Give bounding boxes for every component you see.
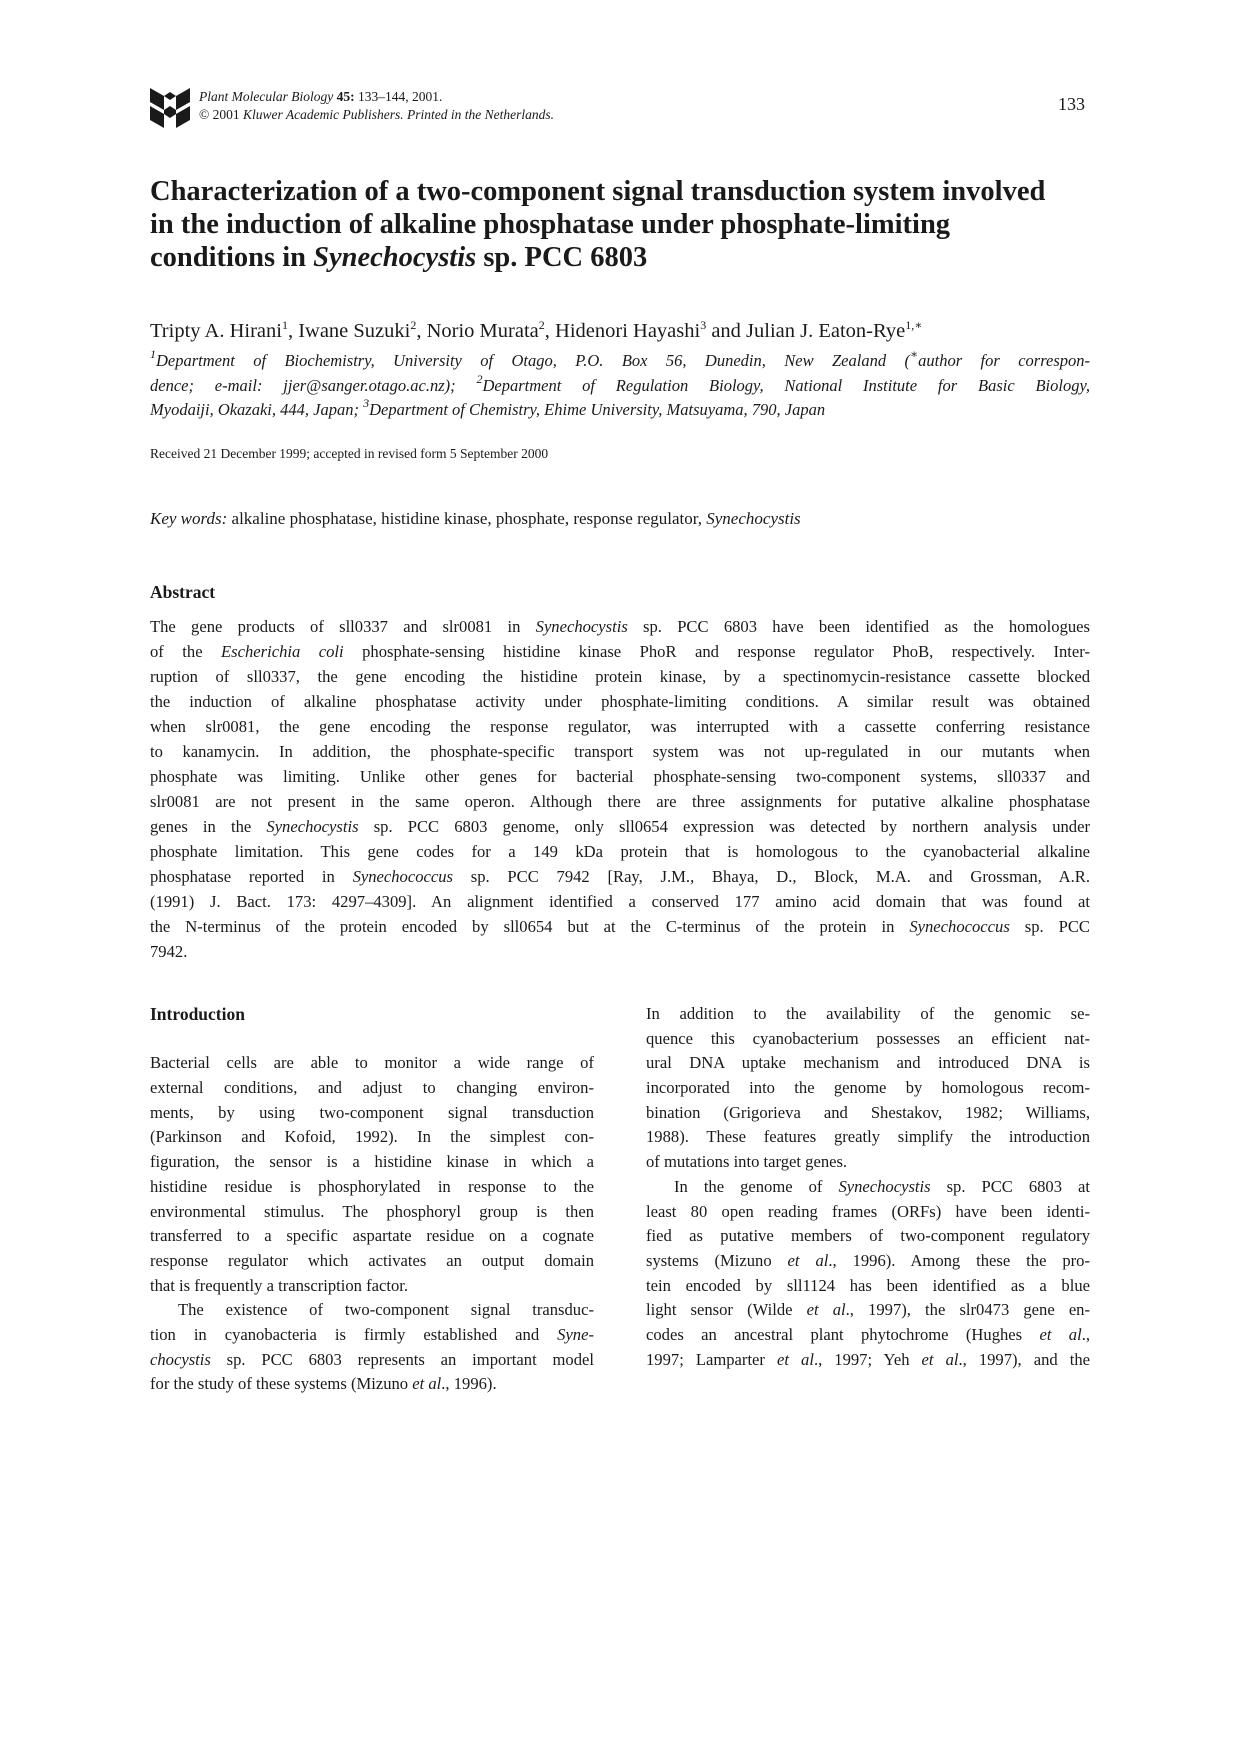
intro-left-line bbox=[150, 1298, 594, 1323]
italic-term: et al bbox=[806, 1300, 846, 1320]
copyright-symbol: © bbox=[199, 107, 210, 122]
intro-right-line bbox=[646, 1274, 1090, 1299]
text-run: ., 1996). bbox=[441, 1374, 497, 1394]
text-run: ural DNA uptake mechanism and introduced DNA is bbox=[646, 1053, 1090, 1073]
text-run: slr0081 are not present in the same operon. Although there are three assignments for putative alkaline phosphatase bbox=[150, 792, 1090, 811]
copyright-year: 2001 bbox=[212, 107, 240, 122]
author-separator: and bbox=[706, 320, 747, 342]
abstract-heading: Abstract bbox=[150, 582, 216, 602]
italic-term: et al bbox=[777, 1349, 814, 1369]
text-run: 1997; Lamparter bbox=[646, 1349, 777, 1369]
intro-right-line bbox=[646, 1348, 1090, 1373]
text-run: of mutations into target genes. bbox=[646, 1152, 848, 1172]
text-run: for the study of these systems (Mizuno bbox=[150, 1374, 413, 1394]
text-run: sp. PCC 7942 [Ray, J.M., Bhaya, D., Block, M.A. and Grossman, A.R. bbox=[453, 867, 1090, 886]
introduction-left-column bbox=[150, 1002, 594, 1397]
author-affiliation-mark: 2 bbox=[538, 318, 545, 332]
affiliations bbox=[150, 349, 1090, 423]
text-run: tion in cyanobacteria is firmly established and bbox=[150, 1324, 558, 1344]
title-organism: Synechocystis bbox=[313, 242, 477, 273]
intro-right-line bbox=[646, 1076, 1090, 1101]
italic-term: chocystis bbox=[150, 1349, 211, 1369]
title-line-2: in the induction of alkaline phosphatase under phosphate-limiting bbox=[150, 209, 951, 240]
intro-left-line bbox=[150, 1150, 594, 1175]
intro-right-line bbox=[646, 1224, 1090, 1249]
text-run: phosphatase reported in bbox=[150, 867, 353, 886]
text-run: least 80 open reading frames (ORFs) have been identi- bbox=[646, 1201, 1090, 1221]
title-line-3-pre: conditions in bbox=[150, 242, 314, 273]
affiliation-1-text: Department of Biochemistry, University of Otago, P.O. Box 56, Dunedin, New Zealand ( bbox=[156, 351, 910, 370]
text-run: histidine residue is phosphorylated in response to the bbox=[150, 1176, 594, 1196]
affiliation-mark: 2 bbox=[476, 371, 483, 386]
text-run: figuration, the sensor is a histidine kinase in which a bbox=[150, 1152, 594, 1172]
italic-term: Synechocystis bbox=[535, 617, 628, 636]
text-run: phosphate limitation. This gene codes for a 149 kDa protein that is homologous to the cyanobacterial alkaline bbox=[150, 842, 1090, 861]
journal-line-1 bbox=[199, 88, 554, 106]
text-run: sp. PCC 6803 have been identified as the homologues bbox=[627, 617, 1090, 636]
text-run: the N-terminus of the protein encoded by sll0654 but at the C-terminus of the protein in bbox=[150, 917, 910, 936]
publisher: Kluwer Academic Publishers. bbox=[243, 107, 404, 122]
abstract-line bbox=[150, 689, 1090, 714]
journal-volume: 45: bbox=[336, 89, 355, 104]
intro-left-line bbox=[150, 1348, 594, 1373]
text-run: sp. PCC 6803 at bbox=[930, 1176, 1091, 1196]
text-run: (1991) J. Bact. 173: 4297–4309]. An alignment identified a conserved 177 amino acid domain that was found at bbox=[150, 892, 1090, 911]
text-run: The gene products of sll0337 and slr0081 in bbox=[150, 617, 536, 636]
text-run: The existence of two-component signal transduc- bbox=[178, 1300, 594, 1320]
title-line-3-post: sp. PCC 6803 bbox=[476, 242, 648, 273]
text-run: ., 1997; Yeh bbox=[813, 1349, 922, 1369]
text-run: ., 1997), the slr0473 gene en- bbox=[845, 1300, 1091, 1320]
text-run: fied as putative members of two-component regulatory bbox=[646, 1226, 1090, 1246]
keywords-organism: Synechocystis bbox=[706, 509, 801, 528]
author-list bbox=[150, 318, 1100, 344]
text-run: ., 1997), and the bbox=[958, 1349, 1091, 1369]
affiliation-line-3 bbox=[150, 398, 1090, 423]
abstract-line bbox=[150, 789, 1090, 814]
paper-title bbox=[150, 175, 1090, 274]
printed-location: Printed in the Netherlands. bbox=[407, 107, 554, 122]
text-run: 1988). These features greatly simplify the introduction bbox=[646, 1127, 1090, 1147]
text-run: response regulator which activates an output domain bbox=[150, 1250, 594, 1270]
text-run: transferred to a specific aspartate residue on a cognate bbox=[150, 1226, 594, 1246]
author-separator: , bbox=[544, 320, 556, 342]
italic-term: Synechococcus bbox=[909, 917, 1010, 936]
text-run: phosphate was limiting. Unlike other genes for bacterial phosphate-sensing two-component systems, sll0337 and bbox=[150, 767, 1090, 786]
intro-left-line bbox=[150, 1323, 594, 1348]
introduction-heading: Introduction bbox=[150, 1004, 245, 1024]
author: Norio Murata bbox=[426, 320, 539, 342]
text-run: that is frequently a transcription factor. bbox=[150, 1275, 409, 1295]
received-dates: Received 21 December 1999; accepted in revised form 5 September 2000 bbox=[150, 446, 549, 461]
italic-term: et al bbox=[787, 1250, 829, 1270]
text-run: phosphate-sensing histidine kinase PhoR and response regulator PhoB, respectively. Inter- bbox=[343, 642, 1090, 661]
intro-right-line bbox=[646, 1323, 1090, 1348]
text-run: Bacterial cells are able to monitor a wide range of bbox=[150, 1053, 594, 1073]
text-run: ruption of sll0337, the gene encoding the histidine protein kinase, by a spectinomycin-resistance cassette blocked bbox=[150, 667, 1090, 686]
abstract-line bbox=[150, 639, 1090, 664]
italic-term: et al bbox=[412, 1374, 442, 1394]
affiliation-mark: 3 bbox=[363, 396, 370, 410]
affiliation-line-1 bbox=[150, 349, 1090, 374]
keywords-text: alkaline phosphatase, histidine kinase, phosphate, response regulator, bbox=[231, 509, 703, 528]
intro-left-line bbox=[150, 1200, 594, 1225]
intro-left-line bbox=[150, 1249, 594, 1274]
author-affiliation-mark: 2 bbox=[410, 318, 417, 332]
text-run: bination (Grigorieva and Shestakov, 1982; Williams, bbox=[646, 1102, 1090, 1122]
corresponding-mark: ∗ bbox=[909, 347, 919, 361]
text-run: systems (Mizuno bbox=[646, 1250, 788, 1270]
abstract-body bbox=[150, 614, 1090, 964]
intro-right-line bbox=[646, 1175, 1090, 1200]
abstract-line bbox=[150, 939, 1090, 964]
text-run: light sensor (Wilde bbox=[646, 1300, 807, 1320]
text-run: In addition to the availability of the genomic se- bbox=[646, 1004, 1090, 1023]
intro-right-line bbox=[646, 1101, 1090, 1126]
text-run: to kanamycin. In addition, the phosphate-specific transport system was not up-regulated in our mutants when bbox=[150, 742, 1090, 761]
italic-term: Synechocystis bbox=[838, 1176, 931, 1196]
intro-left-line bbox=[150, 1175, 594, 1200]
affiliation-3-text: Department of Chemistry, Ehime University, Matsuyama, 790, Japan bbox=[369, 400, 826, 419]
author-affiliation-mark: 3 bbox=[700, 318, 707, 332]
author-affiliation-mark: 1 bbox=[281, 318, 288, 332]
author-separator: , bbox=[287, 320, 299, 342]
intro-left-line bbox=[150, 1274, 594, 1299]
title-line-1: Characterization of a two-component signal transduction system involved bbox=[150, 176, 1046, 207]
text-run: sp. PCC 6803 represents an important model bbox=[210, 1349, 594, 1369]
intro-right-line bbox=[646, 1002, 1090, 1027]
introduction-right-column bbox=[646, 1002, 1090, 1372]
italic-term: Syne- bbox=[557, 1324, 594, 1344]
kluwer-logo-icon bbox=[150, 84, 190, 130]
intro-right-line bbox=[646, 1051, 1090, 1076]
text-run: 7942. bbox=[150, 942, 188, 961]
text-run: (Parkinson and Kofoid, 1992). In the simplest con- bbox=[150, 1127, 594, 1147]
affiliation-2-text: Department of Regulation Biology, National Institute for Basic Biology, bbox=[482, 375, 1091, 395]
intro-right-line bbox=[646, 1150, 1090, 1175]
italic-term: et al bbox=[921, 1349, 959, 1369]
journal-citation bbox=[199, 88, 554, 124]
author: Julian J. Eaton-Rye bbox=[746, 320, 906, 342]
italic-term: Escherichia coli bbox=[221, 642, 344, 661]
author: Hidenori Hayashi bbox=[555, 320, 701, 342]
text-run: incorporated into the genome by homologous recom- bbox=[646, 1078, 1090, 1098]
journal-line-2 bbox=[199, 106, 554, 124]
text-run: codes an ancestral plant phytochrome (Hughes bbox=[646, 1324, 1040, 1344]
intro-left-line bbox=[150, 1224, 594, 1249]
text-run: sp. PCC 6803 genome, only sll0654 expression was detected by northern analysis under bbox=[358, 817, 1090, 836]
intro-left-line bbox=[150, 1076, 594, 1101]
italic-term: Synechocystis bbox=[266, 817, 359, 836]
abstract-line bbox=[150, 714, 1090, 739]
abstract-line bbox=[150, 614, 1090, 639]
intro-left-line bbox=[150, 1372, 594, 1397]
affiliation-1-email: dence; e-mail: jjer@sanger.otago.ac.nz); bbox=[150, 375, 456, 395]
text-run: external conditions, and adjust to changing environ- bbox=[150, 1078, 594, 1098]
abstract-line bbox=[150, 864, 1090, 889]
intro-right-line bbox=[646, 1249, 1090, 1274]
abstract-line bbox=[150, 764, 1090, 789]
abstract-line bbox=[150, 814, 1090, 839]
text-run: ments, by using two-component signal transduction bbox=[150, 1102, 594, 1122]
abstract-line bbox=[150, 839, 1090, 864]
abstract-line bbox=[150, 914, 1090, 939]
keywords-label: Key words: bbox=[150, 509, 228, 528]
affiliation-mark: 1 bbox=[150, 347, 156, 361]
abstract-line bbox=[150, 664, 1090, 689]
intro-right-line bbox=[646, 1200, 1090, 1225]
italic-term: Synechococcus bbox=[352, 867, 453, 886]
author-affiliation-mark: 1,∗ bbox=[905, 318, 923, 332]
text-run: environmental stimulus. The phosphoryl group is then bbox=[150, 1201, 594, 1221]
intro-right-line bbox=[646, 1125, 1090, 1150]
affiliation-2-address: Myodaiji, Okazaki, 444, Japan; bbox=[150, 400, 359, 419]
author: Iwane Suzuki bbox=[298, 320, 411, 342]
author-separator: , bbox=[416, 320, 427, 342]
journal-name: Plant Molecular Biology bbox=[199, 89, 334, 104]
intro-right-line bbox=[646, 1027, 1090, 1052]
keywords bbox=[150, 509, 801, 529]
text-run: In the genome of bbox=[674, 1176, 839, 1196]
text-run: of the bbox=[150, 642, 222, 661]
intro-right-line bbox=[646, 1298, 1090, 1323]
abstract-line bbox=[150, 739, 1090, 764]
abstract-line bbox=[150, 889, 1090, 914]
intro-left-line bbox=[150, 1051, 594, 1076]
italic-term: et al bbox=[1039, 1324, 1082, 1344]
text-run: sp. PCC bbox=[1009, 917, 1090, 936]
author: Tripty A. Hirani bbox=[150, 320, 282, 342]
text-run: genes in the bbox=[150, 817, 267, 836]
intro-left-line bbox=[150, 1125, 594, 1150]
text-run: quence this cyanobacterium possesses an efficient nat- bbox=[646, 1028, 1090, 1048]
text-run: the induction of alkaline phosphatase activity under phosphate-limiting conditions. A similar result was obtained bbox=[150, 692, 1090, 711]
affiliation-line-2 bbox=[150, 371, 1091, 399]
text-run: ., 1996). Among these the pro- bbox=[828, 1250, 1091, 1270]
journal-pages: 133–144, 2001. bbox=[357, 89, 443, 104]
text-run: ., bbox=[1081, 1324, 1090, 1344]
affiliation-1-text-cont: author for correspon- bbox=[918, 351, 1091, 370]
page-number: 133 bbox=[1058, 94, 1085, 114]
text-run: when slr0081, the gene encoding the response regulator, was interrupted with a cassette conferring resistance bbox=[150, 717, 1090, 736]
intro-left-line bbox=[150, 1101, 594, 1126]
text-run: tein encoded by sll1124 has been identified as a blue bbox=[646, 1275, 1090, 1295]
